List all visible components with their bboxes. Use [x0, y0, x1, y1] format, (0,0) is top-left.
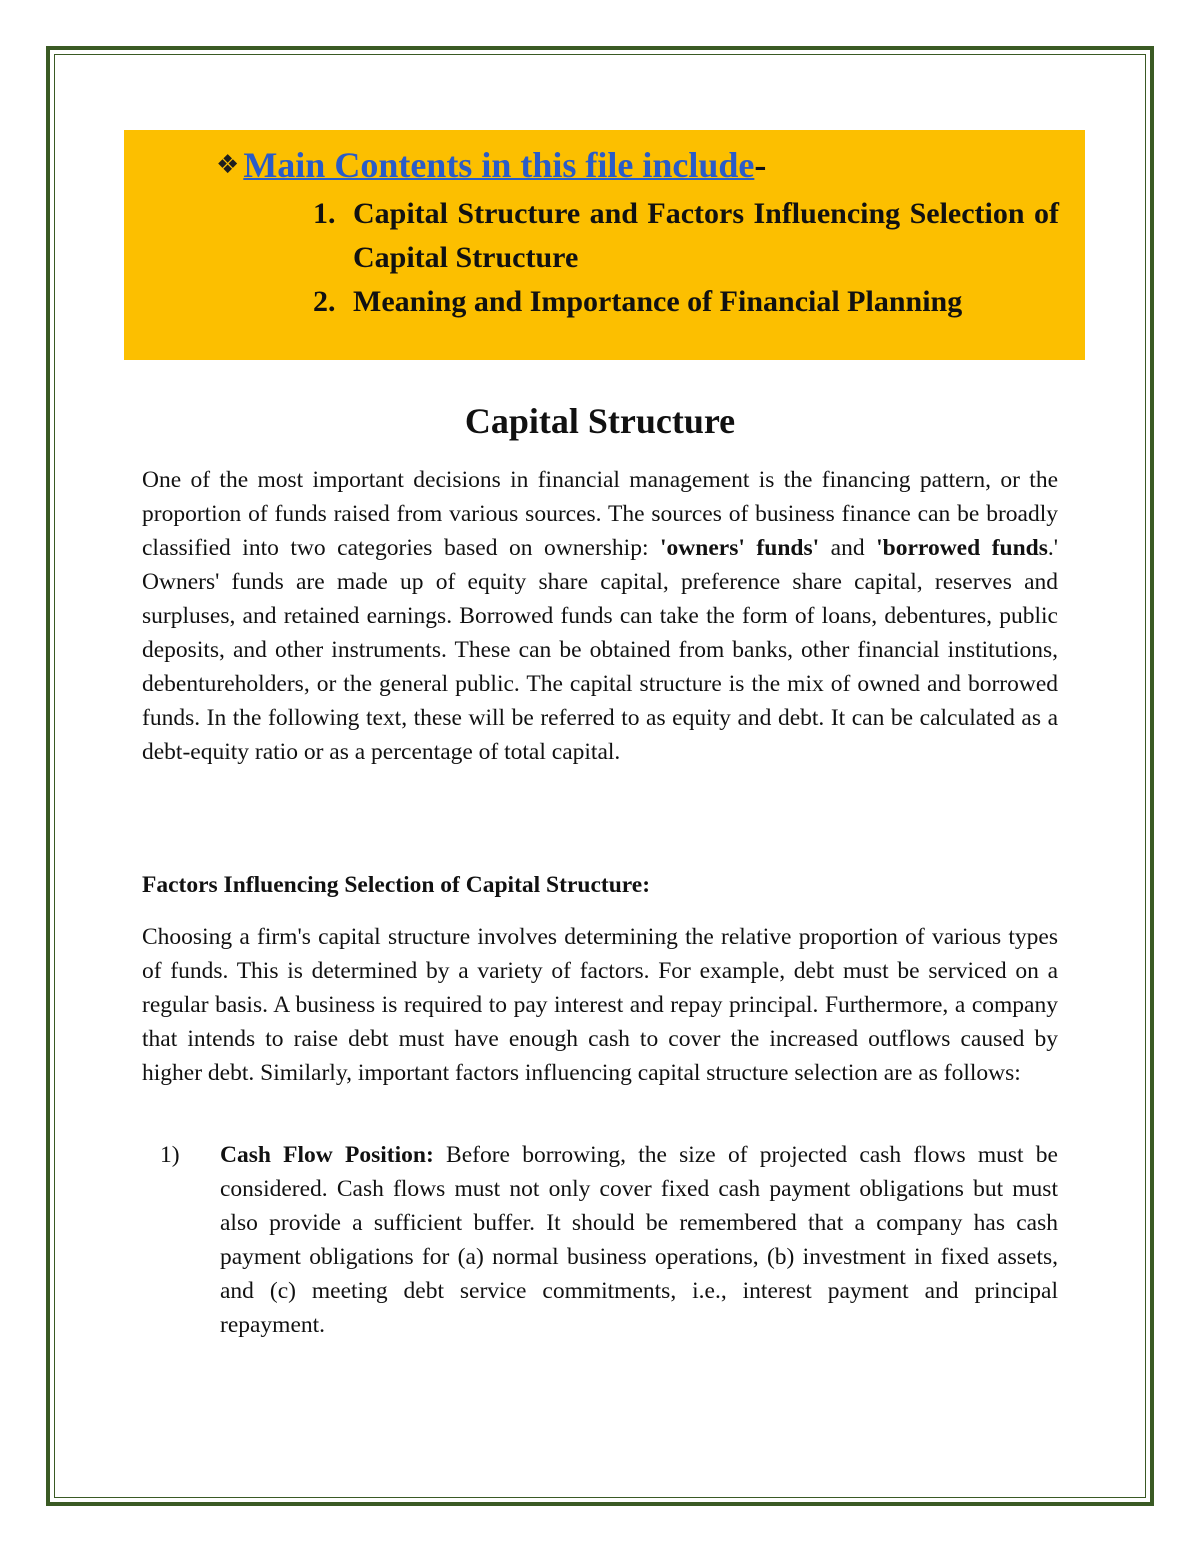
- factor-text: Before borrowing, the size of projected cash flows must be considered. Cash flows must not only cover fixed cash payment obligations but must also provide a sufficient buffer. It should be remembered that a company has cash payment obligations for (a) normal business operations, (b) investment in fixed assets, and (c) meeting debt service commitments, i.e., interest payment and principal repayment.: [220, 1142, 1058, 1338]
- diamond-bullet-icon: ❖: [216, 150, 240, 180]
- page-title: Capital Structure: [464, 401, 736, 441]
- contents-item-text: Meaning and Importance of Financial Planning: [353, 285, 963, 318]
- contents-item-text: Capital Structure and Factors Influencing Selection of Capital Structure: [353, 197, 1059, 274]
- factor-list: [142, 1138, 1058, 1342]
- contents-item-number: 2.: [313, 285, 336, 318]
- contents-item-number: 1.: [313, 197, 336, 230]
- factor-item: [142, 1138, 1058, 1342]
- owners-funds-term: 'owners' funds': [660, 535, 820, 561]
- factor-label: Cash Flow Position:: [220, 1142, 434, 1168]
- intro-text: .' Owners' funds are made up of equity share capital, preference share capital, reserves and surpluses, and retained earnings. Borrowed funds can take the form of loans, debentures, public deposits, and other instruments. These can be obtained from banks, other financial institutions, debentureholders, or the general public. The capital structure is the mix of owned and borrowed funds. In the following text, these will be referred to as equity and debt. It can be calculated as a debt-equity ratio or as a percentage of total capital.: [142, 535, 1058, 765]
- borrowed-funds-term: 'borrowed funds: [876, 535, 1048, 561]
- contents-item: [313, 192, 1059, 280]
- intro-paragraph: [142, 463, 1058, 769]
- intro-text: and: [819, 535, 877, 561]
- intro-text: One of the most important decisions in financial management is the financing pattern, or the proportion of funds raised from various sources. The sources of business finance can be broadly classified into two categories based on ownership:: [142, 467, 1058, 561]
- contents-heading-suffix: -: [754, 145, 767, 185]
- contents-item: [313, 280, 1059, 324]
- contents-heading-link[interactable]: Main Contents in this file include: [243, 145, 755, 185]
- factors-heading: Factors Influencing Selection of Capital Structure:: [142, 872, 651, 898]
- factor-number: 1): [160, 1142, 180, 1168]
- factors-intro-paragraph: Choosing a firm's capital structure involves determining the relative proportion of various types of funds. This is determined by a variety of factors. For example, debt must be serviced on a regular basis. A business is required to pay interest and repay principal. Furthermore, a company that intends to raise debt must have enough cash to cover the increased outflows caused by higher debt. Similarly, important factors influencing capital structure selection are as follows:: [142, 924, 1058, 1086]
- contents-list: [313, 192, 1059, 324]
- contents-heading: [216, 140, 766, 190]
